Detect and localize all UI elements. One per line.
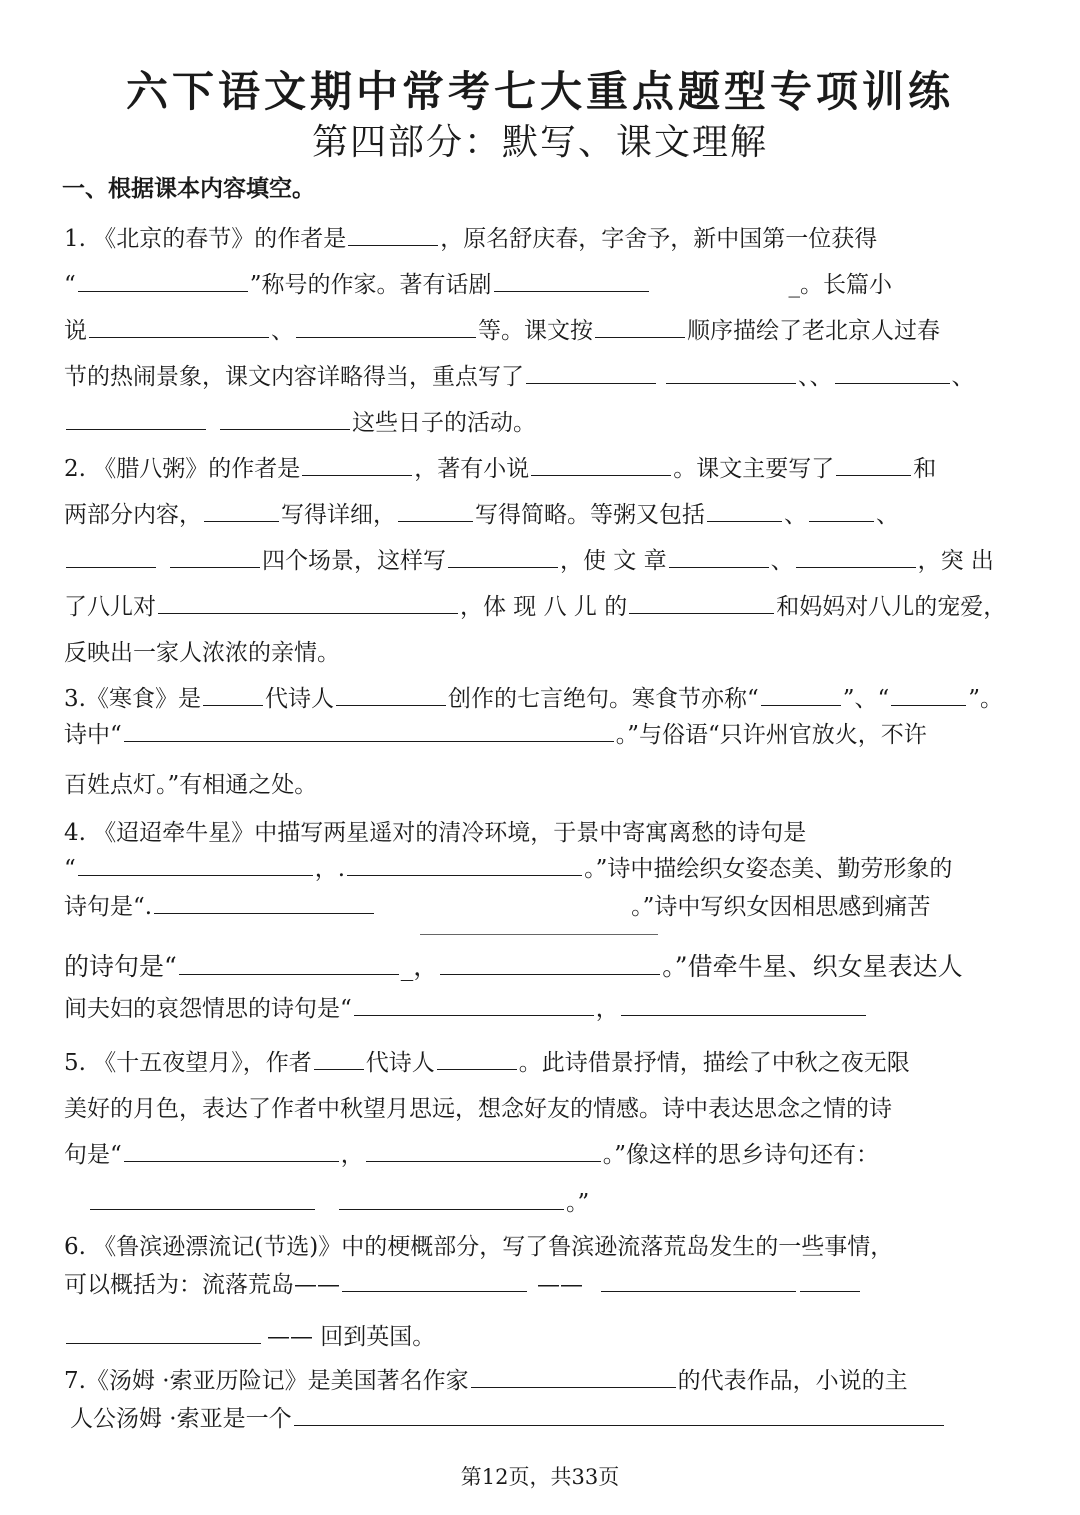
blank[interactable] [154, 890, 374, 914]
blank[interactable] [354, 992, 594, 1016]
blank[interactable] [220, 406, 350, 430]
blank[interactable] [204, 498, 279, 522]
blank[interactable] [314, 1046, 364, 1070]
q5-line-4: 。” [64, 1186, 589, 1220]
q2-line-1: 2. 《腊八粥》的作者是 ，著有小说 。课文主要写了 和 [64, 452, 936, 486]
q5-line-1: 5. 《十五夜望月》，作者 代诗人 。此诗借景抒情，描绘了中秋之夜无限 [64, 1046, 910, 1080]
blank[interactable] [342, 1268, 527, 1292]
q3-line-1: 3.《寒食》是 代诗人 创作的七言绝句。寒食节亦称“ ”、“ ”。 [64, 682, 1003, 716]
q2-line-4: 了八儿对 ，体 现 八 儿 的 和妈妈对八儿的宠爱， [64, 590, 1006, 624]
q1-line-3: 说 、 等。课文按 顺序描绘了老北京人过春 [64, 314, 940, 348]
q7-line-2: 人公汤姆 ·索亚是一个 [70, 1402, 946, 1436]
q3-line-2: 诗中“ 。”与俗语“只许州官放火，不许 [64, 718, 927, 752]
q2-line-3: 四个场景，这样写 ，使 文 章 、 ，突 出 [64, 544, 994, 578]
blank[interactable] [66, 406, 206, 430]
page-title: 六下语文期中常考七大重点题型专项训练 [125, 67, 954, 116]
blank[interactable] [170, 544, 260, 568]
q1-line-1: 1. 《北京的春节》的作者是 ，原名舒庆春，字舍予，新中国第一位获得 [64, 222, 877, 256]
q1-line-5: 这些日子的活动。 [64, 406, 536, 440]
q6-line-2: 可以概括为：流落荒岛—— —— [64, 1268, 862, 1302]
q5-line-2: 美好的月色，表达了作者中秋望月思远，想念好友的情感。诗中表达思念之情的诗 [64, 1096, 892, 1122]
q7-line-1: 7.《汤姆 ·索亚历险记》是美国著名作家 的代表作品，小说的主 [64, 1364, 908, 1398]
blank[interactable] [707, 498, 782, 522]
q4-line-4: 的诗句是“ _， 。”借牵牛星、织女星表达人 [64, 952, 963, 981]
blank[interactable] [89, 314, 269, 338]
blank[interactable] [494, 268, 649, 292]
q2-line-5: 反映出一家人浓浓的亲情。 [64, 640, 340, 666]
blank[interactable] [891, 682, 966, 706]
section-heading: 一、根据课本内容填空。 [62, 176, 315, 202]
blank[interactable] [531, 452, 671, 476]
blank[interactable] [796, 544, 916, 568]
q4-line-2: “ ，. 。”诗中描绘织女姿态美、勤劳形象的 [64, 852, 952, 886]
blank[interactable] [296, 314, 476, 338]
blank[interactable] [595, 314, 685, 338]
blank[interactable] [294, 1402, 944, 1426]
q4-line-5: 间夫妇的哀怨情思的诗句是“ ， [64, 992, 868, 1026]
blank[interactable] [437, 1046, 517, 1070]
q2-line-2: 两部分内容， 写得详细， 写得简略。等粥又包括 、 、 [64, 498, 899, 532]
q6-line-3: —— 回到英国。 [64, 1320, 435, 1354]
blank[interactable] [809, 498, 874, 522]
blank[interactable] [440, 951, 660, 975]
blank[interactable] [761, 682, 841, 706]
blank[interactable] [78, 852, 313, 876]
blank[interactable] [348, 222, 438, 246]
blank[interactable] [526, 360, 656, 384]
stray-underline [420, 934, 658, 935]
blank[interactable] [302, 452, 412, 476]
page-number: 第12页，共33页 [460, 1465, 620, 1489]
blank[interactable] [800, 1268, 860, 1292]
blank[interactable] [347, 852, 582, 876]
blank[interactable] [398, 498, 473, 522]
q3-line-3: 百姓点灯。”有相通之处。 [64, 772, 318, 798]
blank[interactable] [179, 951, 399, 975]
q4-line-1: 4. 《迢迢牵牛星》中描写两星遥对的清冷环境，于景中寄寓离愁的诗句是 [64, 820, 807, 846]
blank[interactable] [669, 544, 769, 568]
blank[interactable] [336, 682, 446, 706]
blank[interactable] [66, 1320, 261, 1344]
blank[interactable] [339, 1186, 564, 1210]
blank[interactable] [158, 590, 458, 614]
blank[interactable] [601, 1268, 796, 1292]
blank[interactable] [78, 268, 248, 292]
q5-line-3: 句是“ ， 。”像这样的思乡诗句还有： [64, 1138, 879, 1172]
blank[interactable] [629, 590, 774, 614]
q6-line-1: 6. 《鲁滨逊漂流记(节选)》中的梗概部分，写了鲁滨逊流落荒岛发生的一些事情， [64, 1234, 894, 1260]
blank[interactable] [448, 544, 558, 568]
blank[interactable] [836, 452, 911, 476]
blank[interactable] [66, 544, 156, 568]
blank[interactable] [90, 1186, 315, 1210]
blank[interactable] [666, 360, 796, 384]
q1-line-2: “ ”称号的作家。著有话剧 _。长篇小 [64, 268, 892, 302]
q4-line-3: 诗句是“. 。”诗中写织女因相思感到痛苦 [64, 890, 930, 924]
q1-line-4: 节的热闹景象，课文内容详略得当，重点写了 、、 、 [64, 360, 975, 394]
blank[interactable] [124, 718, 614, 742]
page-subtitle: 第四部分：默写、课文理解 [311, 122, 768, 163]
blank[interactable] [471, 1364, 676, 1388]
blank[interactable] [621, 992, 866, 1016]
blank[interactable] [203, 682, 263, 706]
blank[interactable] [835, 360, 950, 384]
blank[interactable] [366, 1138, 601, 1162]
blank[interactable] [124, 1138, 339, 1162]
